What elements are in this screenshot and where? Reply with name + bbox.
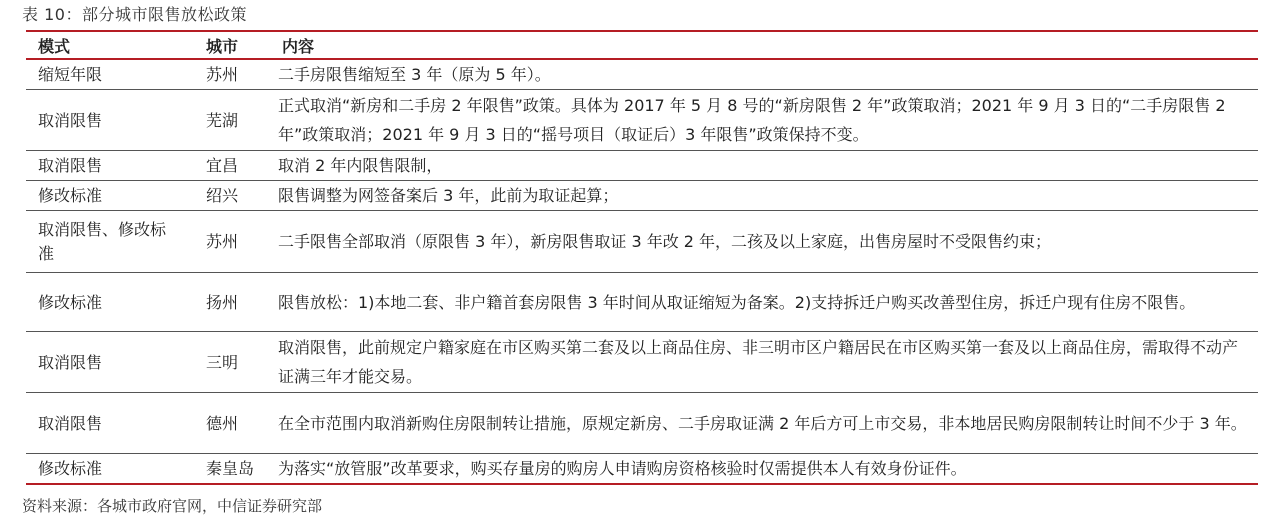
- row-city: 扬州: [182, 273, 270, 332]
- row-content: 正式取消“新房和二手房 2 年限售”政策。具体为 2017 年 5 月 8 号的“新房限售 2 年”政策取消；2021 年 9 月 3 日的“二手房限售 2 年”政策取消；2021 年 9 月 3 日的“摇号项目（取证后）3 年限售”政策保持不变。: [270, 90, 1258, 151]
- table-row: [26, 211, 1258, 273]
- row-city: 苏州: [182, 59, 270, 90]
- table-row: [26, 151, 1258, 181]
- row-content: 为落实“放管服”改革要求，购买存量房的购房人申请购房资格核验时仅需提供本人有效身份证件。: [270, 454, 1258, 485]
- row-city: 芜湖: [182, 90, 270, 151]
- row-content: 二手限售全部取消（原限售 3 年），新房限售取证 3 年改 2 年，二孩及以上家庭，出售房屋时不受限售约束；: [270, 211, 1258, 273]
- table-row: [26, 90, 1258, 151]
- row-content: 限售放松：1)本地二套、非户籍首套房限售 3 年时间从取证缩短为备案。2)支持拆迁户购买改善型住房，拆迁户现有住房不限售。: [270, 273, 1258, 332]
- row-mode: 取消限售: [26, 332, 182, 393]
- row-content: 在全市范围内取消新购住房限制转让措施，原规定新房、二手房取证满 2 年后方可上市交易，非本地居民购房限制转让时间不少于 3 年。: [270, 393, 1258, 454]
- row-mode: 取消限售: [26, 393, 182, 454]
- table-row: [26, 181, 1258, 211]
- table-row: [26, 59, 1258, 90]
- row-mode: 修改标准: [26, 454, 182, 485]
- policy-table: [26, 32, 1258, 485]
- row-city: 秦皇岛: [182, 454, 270, 485]
- row-city: 宜昌: [182, 151, 270, 181]
- row-mode: 取消限售: [26, 90, 182, 151]
- row-city: 德州: [182, 393, 270, 454]
- row-mode: 取消限售、修改标准: [26, 211, 182, 273]
- table-header-row: [26, 32, 1258, 59]
- row-city: 苏州: [182, 211, 270, 273]
- source-footnote: 资料来源：各城市政府官网，中信证券研究部: [22, 497, 323, 515]
- header-city: 城市: [182, 32, 270, 59]
- row-city: 绍兴: [182, 181, 270, 211]
- header-content: 内容: [270, 32, 1258, 59]
- row-city: 三明: [182, 332, 270, 393]
- row-mode: 修改标准: [26, 181, 182, 211]
- row-mode: 取消限售: [26, 151, 182, 181]
- table-title: 表 10：部分城市限售放松政策: [22, 5, 247, 24]
- header-mode: 模式: [26, 32, 182, 59]
- table-row: [26, 273, 1258, 332]
- row-content: 二手房限售缩短至 3 年（原为 5 年）。: [270, 59, 1258, 90]
- table-row: [26, 332, 1258, 393]
- row-content: 取消 2 年内限售限制，: [270, 151, 1258, 181]
- row-content: 取消限售，此前规定户籍家庭在市区购买第二套及以上商品住房、非三明市区户籍居民在市区购买第一套及以上商品住房，需取得不动产证满三年才能交易。: [270, 332, 1258, 393]
- table-row: [26, 393, 1258, 454]
- row-content: 限售调整为网签备案后 3 年，此前为取证起算；: [270, 181, 1258, 211]
- row-mode: 修改标准: [26, 273, 182, 332]
- table-row: [26, 454, 1258, 485]
- row-mode: 缩短年限: [26, 59, 182, 90]
